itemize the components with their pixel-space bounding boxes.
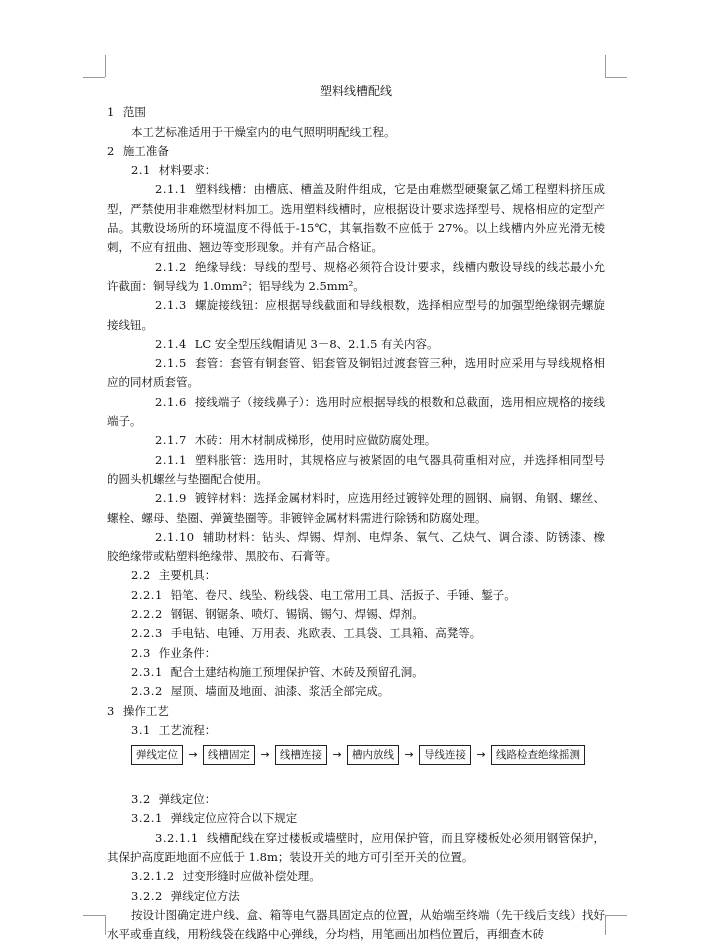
clause: [107, 644, 605, 663]
clause-text: 塑料线槽：由槽底、槽盖及附件组成，它是由难燃型硬聚氯乙烯工程塑料挤压成型，严禁使用非难燃型材料加工。选用塑料线槽时，应根据设计要求选择型号、规格相应的定型产品。其敷设场所的环境温度不得低于-15℃，其氧指数不应低于 27%。以上线槽内外应光滑无棱刺，不应有扭曲、翘边等变形现象。并有产品合格证。: [107, 182, 605, 255]
section-heading: [107, 142, 605, 161]
clause-number: 2.1.1: [155, 452, 187, 467]
clause: [107, 393, 605, 432]
clause: [107, 161, 605, 180]
clause-number: 3.2.1: [131, 811, 163, 826]
crop-mark-bottom-left-vertical: [105, 915, 106, 935]
clause-number: 2.1.5: [155, 356, 187, 371]
section-number: 2: [107, 143, 115, 158]
document-body: [107, 82, 605, 944]
clause-text: 辅助材料：钻头、焊锡、焊剂、电焊条、氧气、乙炔气、调合漆、防锈漆、橡胶绝缘带或粘塑料绝缘带、黑胶布、石膏等。: [107, 529, 605, 564]
arrow-right-icon: →: [188, 748, 198, 762]
clause-text: 过变形缝时应做补偿处理。: [182, 869, 321, 884]
clause: [107, 354, 605, 393]
clause: [107, 867, 605, 886]
clause: [107, 335, 605, 354]
clause-number: 3.1: [131, 722, 151, 737]
clause-text: 套管：套管有铜套管、铝套管及铜铝过渡套管三种，选用时应采用与导线规格相应的同材质套管。: [107, 356, 605, 390]
paragraph: [107, 906, 605, 944]
clause-number: 2.1.10: [155, 529, 195, 544]
clause-number: 2.1.4: [155, 336, 187, 351]
section-heading: [107, 103, 605, 122]
clause: [107, 566, 605, 585]
clause-text: 主要机具：: [158, 568, 217, 583]
clause-text: 工艺流程：: [158, 722, 217, 737]
clause-number: 2.1.9: [155, 491, 187, 506]
clause-text: 铅笔、卷尺、线坠、粉线袋、电工常用工具、活扳子、手锤、錾子。: [170, 587, 516, 602]
crop-mark-bottom-right-vertical: [605, 915, 606, 935]
crop-mark-top-right-vertical: [605, 55, 606, 77]
section-heading: [107, 702, 605, 721]
clause-number: 2.2: [131, 568, 151, 583]
section-number: 1: [107, 105, 115, 120]
paragraph-text: 按设计图确定进户线、盒、箱等电气器具固定点的位置，从始端至终端（先干线后支线）找好水平或垂直线，用粉线袋在线路中心弹线，分均档，用笔画出加档位置后，再细查木砖: [107, 907, 605, 942]
arrow-right-icon: →: [260, 748, 270, 762]
clause-text: 屋顶、墙面及地面、油漆、浆活全部完成。: [170, 684, 390, 699]
crop-mark-top-left-vertical: [105, 55, 106, 77]
clause-text: 线槽配线在穿过楼板或墙壁时，应用保护管，而且穿楼板处必须用钢管保护，其保护高度距地面不应低于 1.8m；装设开关的地方可引至开关的位置。: [107, 830, 605, 864]
clause: [107, 180, 605, 257]
clause: [107, 682, 605, 701]
clause: [107, 586, 605, 605]
section-number: 3: [107, 703, 115, 718]
clause: [107, 721, 605, 740]
crop-mark-bottom-right-horizontal: [605, 915, 627, 916]
clause-number: 2.3.1: [131, 664, 163, 679]
flow-step: 槽内放线: [347, 745, 399, 765]
flow-step: 线槽连接: [275, 745, 327, 765]
arrow-right-icon: →: [476, 748, 486, 762]
clause: [107, 296, 605, 335]
clause-text: 材料要求：: [158, 163, 217, 178]
clause-number: 2.3.2: [131, 684, 163, 699]
clause-number: 3.2: [131, 792, 151, 807]
arrow-right-icon: →: [332, 748, 342, 762]
flow-step: 导线连接: [419, 745, 471, 765]
clause: [107, 489, 605, 528]
clause: [107, 624, 605, 643]
clause-text: 螺旋接线钮：应根据导线截面和导线根数，选择相应型号的加强型绝缘钢壳螺旋接线钮。: [107, 298, 605, 332]
clause-text: 手电钻、电锤、万用表、兆欧表、工具袋、工具箱、高凳等。: [170, 626, 482, 641]
clause-number: 2.1: [131, 163, 151, 178]
clause-text: 弹线定位应符合以下规定: [170, 811, 298, 826]
clause-text: 作业条件：: [158, 645, 217, 660]
clause-text: 镀锌材料：选择金属材料时，应选用经过镀锌处理的圆钢、扁钢、角钢、螺丝、螺栓、螺母、垫圈、弹簧垫圈等。非镀锌金属材料需进行除锈和防腐处理。: [107, 491, 605, 525]
clause: [107, 829, 605, 868]
clause: [107, 451, 605, 490]
clause-text: 塑料胀管：选用时，其规格应与被紧固的电气器具荷重相对应，并选择相同型号的圆头机螺丝与垫圈配合使用。: [107, 452, 605, 486]
clause-number: 2.1.6: [155, 394, 187, 409]
crop-mark-top-right-horizontal: [605, 77, 627, 78]
clause: [107, 605, 605, 624]
process-flow-diagram: [131, 744, 605, 766]
clause-number: 2.1.1: [155, 182, 187, 197]
clause-text: 木砖：用木材制成梯形，使用时应做防腐处理。: [194, 433, 437, 448]
clause-number: 2.2.2: [131, 607, 163, 622]
clause-text: 接线端子（接线鼻子）：选用时应根据导线的根数和总截面，选用相应规格的接线端子。: [107, 394, 605, 429]
paragraph-text: 本工艺标准适用于干燥室内的电气照明明配线工程。: [131, 124, 396, 139]
clause: [107, 809, 605, 828]
clause-number: 2.2.1: [131, 587, 163, 602]
section-text: 操作工艺: [122, 703, 169, 718]
clause-text: LC 安全型压线帽请见 3－8、2.1.5 有关内容。: [194, 336, 439, 351]
clause-text: 配合土建结构施工预埋保护管、木砖及预留孔洞。: [170, 664, 424, 679]
flow-step: 线路检查绝缘摇测: [491, 745, 585, 765]
clause: [107, 258, 605, 297]
clause: [107, 528, 605, 567]
clause: [107, 790, 605, 809]
clause-number: 2.1.2: [155, 259, 187, 274]
clause-text: 绝缘导线：导线的型号、规格必须符合设计要求，线槽内敷设导线的线芯最小允许截面：铜导线为 1.0mm²；铝导线为 2.5mm²。: [107, 259, 605, 293]
clause-number: 2.2.3: [131, 626, 163, 641]
clause: [107, 663, 605, 682]
clause-number: 2.1.7: [155, 433, 187, 448]
section-text: 范围: [122, 105, 146, 120]
flow-step: 弹线定位: [131, 745, 183, 765]
clause-text: 弹线定位：: [158, 792, 217, 807]
arrow-right-icon: →: [404, 748, 414, 762]
clause-number: 2.1.3: [155, 298, 187, 313]
clause-number: 3.2.2: [131, 888, 163, 903]
paragraph: [107, 123, 605, 142]
crop-mark-bottom-left-horizontal: [83, 915, 105, 916]
crop-mark-top-left-horizontal: [83, 77, 105, 78]
clause-number: 3.2.1.2: [131, 869, 175, 884]
section-text: 施工准备: [122, 143, 169, 158]
clause: [107, 431, 605, 450]
page-title: 塑料线槽配线: [319, 84, 392, 98]
clause: [107, 887, 605, 906]
clause-number: 3.2.1.1: [155, 830, 199, 845]
flow-step: 线槽固定: [203, 745, 255, 765]
clause-number: 2.3: [131, 645, 151, 660]
clause-text: 弹线定位方法: [170, 888, 240, 903]
clause-text: 钢锯、钢锯条、喷灯、锡锅、锡勺、焊锡、焊剂。: [170, 607, 424, 622]
